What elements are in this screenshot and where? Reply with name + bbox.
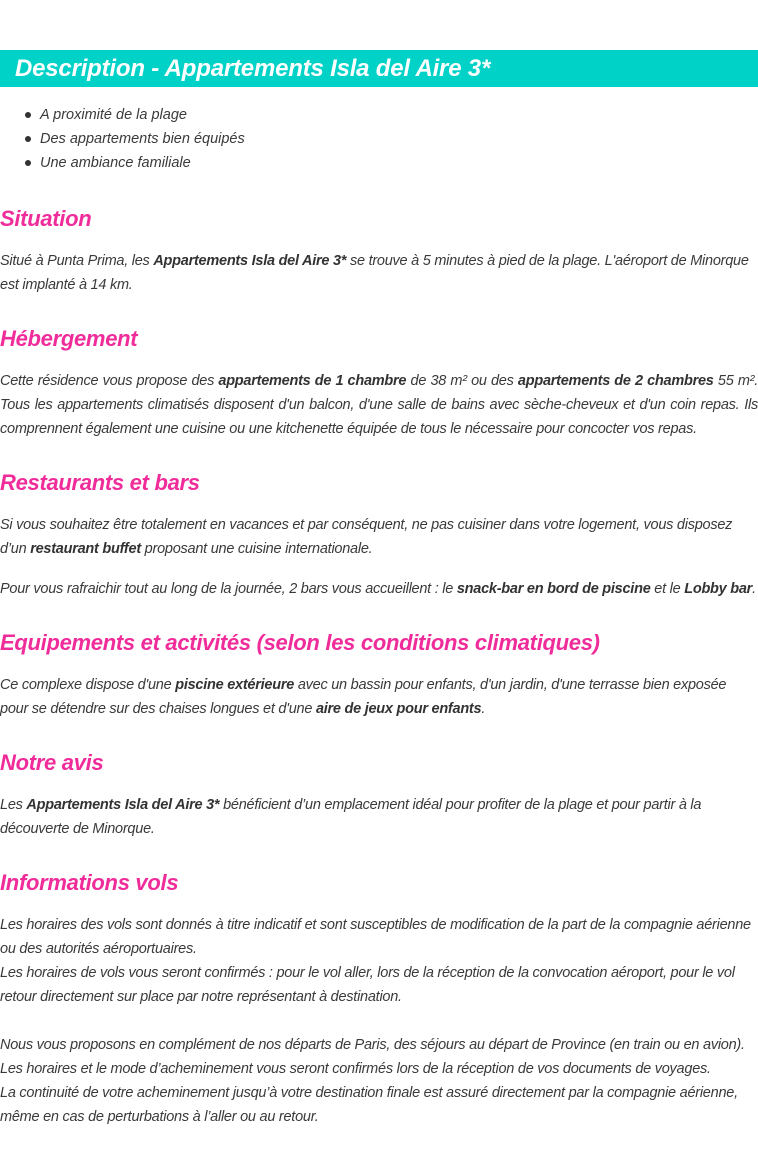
paragraph: La continuité de votre acheminement jusqu’à votre destination finale est assuré directement par la compagnie aérienne, même en cas de perturbations à l’aller ou au retour. bbox=[0, 1085, 738, 1125]
paragraph: Situé à Punta Prima, les Appartements Isla del Aire 3* se trouve à 5 minutes à pied de la plage. L'aéroport de Minorque est implanté à 14 km. bbox=[0, 253, 749, 293]
section-situation bbox=[0, 205, 758, 297]
paragraph: Les horaires des vols sont donnés à titre indicatif et sont susceptibles de modification de la part de la compagnie aérienne ou des autorités aéroportuaires. bbox=[0, 917, 751, 957]
list-item: Une ambiance familiale bbox=[0, 152, 245, 176]
description-banner bbox=[0, 50, 758, 87]
page-title: Description - Appartements Isla del Aire 3* bbox=[15, 55, 491, 82]
section-avis bbox=[0, 749, 758, 841]
section-heading: Situation bbox=[0, 206, 92, 231]
section-heading: Restaurants et bars bbox=[0, 470, 200, 495]
paragraph: Cette résidence vous propose des appartements de 1 chambre de 38 m² ou des appartements de 2 chambres 55 m². Tous les appartements climatisés disposent d'un balcon, d'une salle de bains avec sèche-cheveux et d'un coin repas. Ils comprennent également une cuisine ou une kitchenette équipée de tous le nécessaire pour concocter vos repas. bbox=[0, 373, 758, 437]
paragraph: Si vous souhaitez être totalement en vacances et par conséquent, ne pas cuisiner dans votre logement, vous disposez d’un restaurant buffet proposant une cuisine internationale. bbox=[0, 517, 733, 557]
paragraph: Les horaires et le mode d’acheminement vous seront confirmés lors de la réception de vos documents de voyages. bbox=[0, 1061, 711, 1077]
paragraph: Pour vous rafraichir tout au long de la journée, 2 bars vous accueillent : le snack-bar en bord de piscine et le Lobby bar. bbox=[0, 581, 756, 597]
section-heading: Equipements et activités (selon les conditions climatiques) bbox=[0, 630, 600, 655]
paragraph: Les Appartements Isla del Aire 3* bénéficient d’un emplacement idéal pour profiter de la plage et pour partir à la découverte de Minorque. bbox=[0, 797, 702, 837]
list-item: Des appartements bien équipés bbox=[0, 128, 245, 152]
paragraph: Nous vous proposons en complément de nos départs de Paris, des séjours au départ de Province (en train ou en avion). bbox=[0, 1037, 745, 1053]
section-equipements bbox=[0, 629, 758, 721]
section-vols bbox=[0, 869, 758, 1129]
paragraph: Ce complexe dispose d'une piscine extérieure avec un bassin pour enfants, d'un jardin, d'une terrasse bien exposée pour se détendre sur des chaises longues et d'une aire de jeux pour enfants. bbox=[0, 677, 727, 717]
highlights-list bbox=[0, 104, 245, 176]
list-item: A proximité de la plage bbox=[0, 104, 245, 128]
section-heading: Hébergement bbox=[0, 326, 138, 351]
section-hebergement bbox=[0, 325, 758, 441]
section-heading: Notre avis bbox=[0, 750, 104, 775]
section-restaurants bbox=[0, 469, 758, 601]
section-heading: Informations vols bbox=[0, 870, 179, 895]
paragraph: Les horaires de vols vous seront confirmés : pour le vol aller, lors de la réception de la convocation aéroport, pour le vol retour directement sur place par notre représentant à destination. bbox=[0, 965, 735, 1005]
